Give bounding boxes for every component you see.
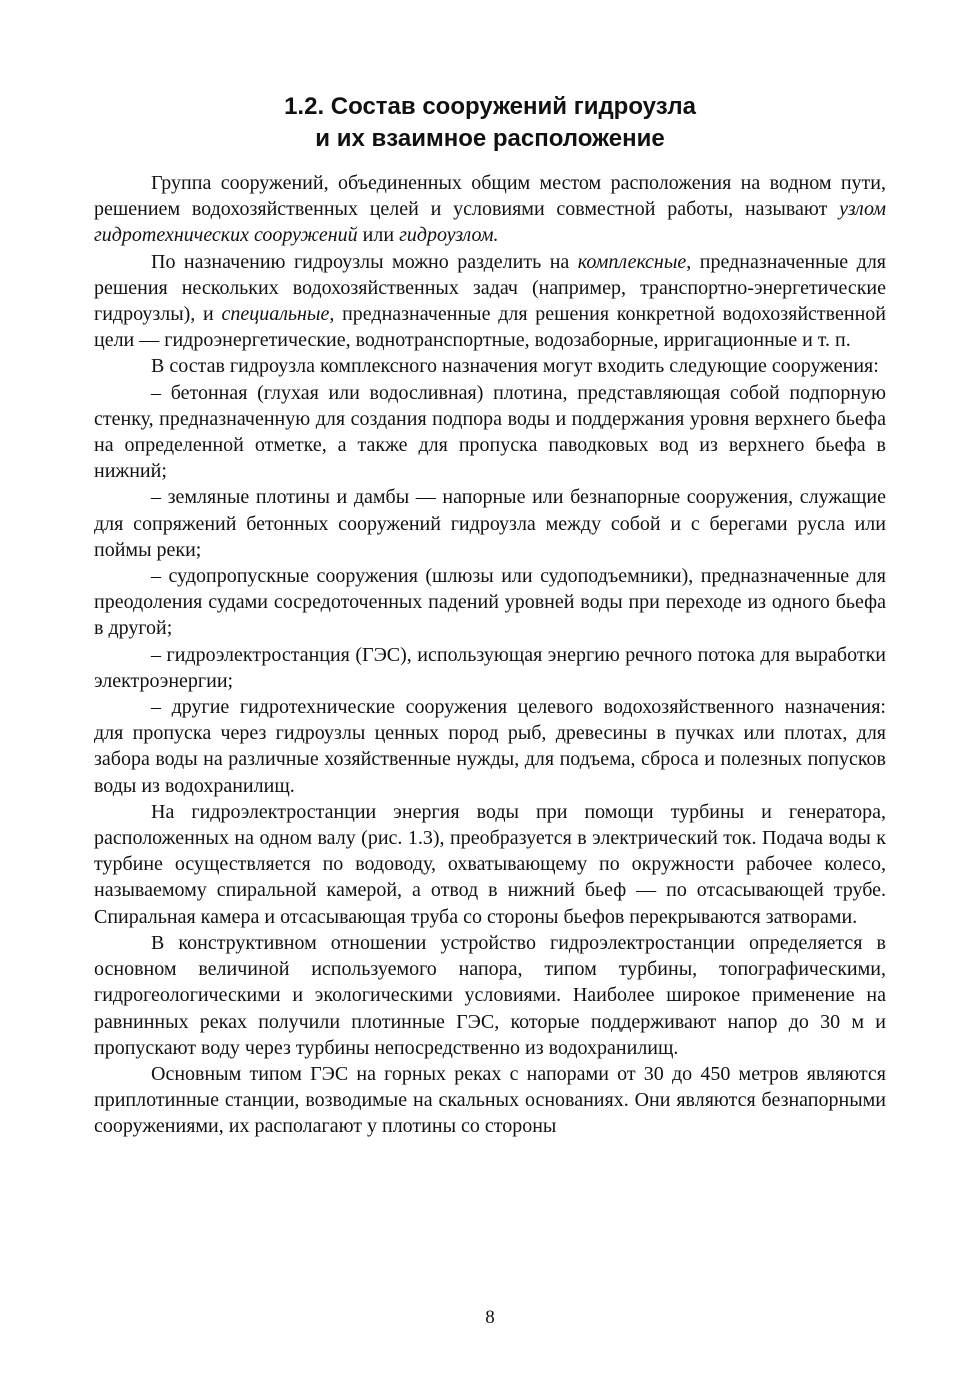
paragraph [94, 563, 886, 642]
paragraph [94, 694, 886, 799]
text-segment: или [357, 224, 400, 247]
text-segment: – гидроэлектростанция (ГЭС), использующая энергию речного потока для выработки электроэнергии; [94, 643, 886, 692]
paragraph [94, 642, 886, 694]
paragraph [94, 930, 886, 1061]
text-segment: – судопропускные сооружения (шлюзы или судоподъемники), предназначенные для преодоления судами сосредоточенных падений уровней воды при переходе из одного бьефа в другой; [94, 565, 886, 640]
italic-term: комплексные [577, 250, 687, 273]
body-text [94, 170, 886, 1140]
text-segment: В конструктивном отношении устройство гидроэлектростанции определяется в основном величиной используемого напора, типом турбины, топографическими, гидрогеологическими и экологическими условиями. Наиболее широкое применение на равнинных реках получили плотинные ГЭС, которые поддерживают напор до 30 м и пропускают воду через турбины непосредственно из водохранилищ. [94, 931, 886, 1059]
text-segment: – земляные плотины и дамбы — напорные или безнапорные сооружения, служащие для сопряжений бетонных сооружений гидроузла между собой и с берегами русла или поймы реки; [94, 486, 886, 561]
text-segment: Группа сооружений, объединенных общим местом расположения на водном пути, решением водохозяйственных целей и условиями совместной работы, называют [94, 172, 886, 221]
italic-term: гидроузлом. [399, 224, 499, 247]
text-segment: – другие гидротехнические сооружения целевого водохозяйственного назначения: для пропуска через гидроузлы ценных пород рыб, древесины в пучках или плотах, для забора воды на различные хозяйственные нужды, для подъема, сброса и полезных попусков воды из водохранилищ. [94, 696, 886, 797]
text-segment: , предназначенные для решения конкретной водохозяйственной цели — гидроэнергетические, воднотранспортные, водозаборные, ирригационные и т. п. [94, 303, 886, 352]
text-segment: По назначению гидроузлы можно разделить на [151, 250, 578, 273]
paragraph [94, 249, 886, 354]
paragraph [94, 1061, 886, 1140]
text-segment: Основным типом ГЭС на горных реках с напорами от 30 до 450 метров являются приплотинные станции, возводимые на скальных основаниях. Они являются безнапорными сооружениями, их располагают у плотины со стороны [94, 1062, 886, 1138]
italic-term: специальные [221, 303, 330, 326]
paragraph [94, 380, 886, 485]
paragraph [94, 484, 886, 563]
paragraph [94, 353, 886, 379]
text-segment: В состав гидроузла комплексного назначения могут входить следующие сооружения: [151, 355, 879, 378]
text-segment: – бетонная (глухая или водосливная) плотина, представляющая собой подпорную стенку, предназначенную для создания подпора воды и поддержания уровня верхнего бьефа на определенной отметке, а также для пропуска паводковых вод из верхнего бьефа в нижний; [94, 381, 886, 483]
italic-term: узлом гидротехнических сооружений [94, 198, 886, 247]
section-heading-line-2: и их взаимное расположение [315, 125, 665, 152]
section-heading-line-1: 1.2. Состав сооружений гидроузла [284, 93, 696, 120]
paragraph [94, 799, 886, 930]
text-segment: , предназначенные для решения нескольких водохозяйственных задач (например, транспортно-энергетические гидроузлы), и [94, 250, 886, 326]
page-number: 8 [485, 1307, 495, 1328]
text-segment: На гидроэлектростанции энергия воды при помощи турбины и генератора, расположенных на одном валу (рис. 1.3), преобразуется в электрический ток. Подача воды к турбине осуществляется по водоводу, охватывающему по окружности рабочее колесо, называемому спиральной камерой, а отвод в нижний бьеф — по отсасывающей трубе. Спиральная камера и отсасывающая труба со стороны бьефов перекрываются затворами. [94, 800, 886, 928]
section-heading [0, 91, 980, 155]
paragraph [94, 170, 886, 249]
